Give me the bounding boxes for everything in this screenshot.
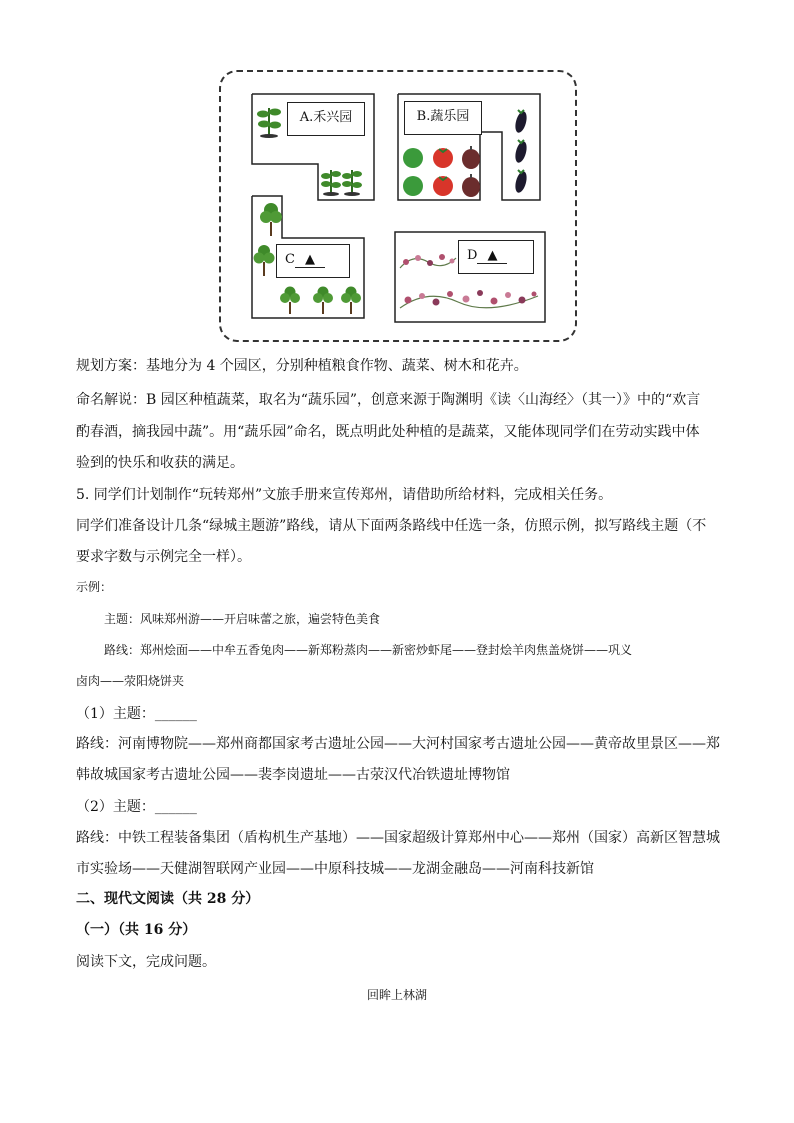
tree-icon: [252, 242, 276, 276]
tree-icon: [312, 284, 334, 314]
example-route-2: 卤肉——荥阳烧饼夹: [76, 674, 185, 688]
sprout-icon: [320, 164, 342, 196]
tree-icon: [340, 284, 362, 314]
plot-a-label: A.禾兴园: [287, 102, 365, 136]
q2-route-2: 市实验场——天健湖智联网产业园——中原科技城——龙湖金融岛——河南科技新馆: [76, 861, 594, 877]
example-theme: 主题：风味郑州游——开启味蕾之旅，遍尝特色美食: [104, 612, 381, 626]
plot-d-label: [458, 240, 534, 274]
example-route-1: 路线：郑州烩面——中牟五香兔肉——新郑粉蒸肉——新密炒虾尾——登封烩羊肉焦盖烧饼——巩义: [104, 643, 633, 657]
plot-d-marker: ▲: [477, 248, 507, 264]
q2-route-1: 路线：中铁工程装备集团（盾构机生产基地）——国家超级计算郑州中心——郑州（国家）高新区智慧城: [76, 830, 720, 846]
naming-line-3: 验到的快乐和收获的满足。: [76, 455, 244, 471]
subsection-heading: （一）（共 16 分）: [76, 922, 197, 938]
flowers-icon: [398, 248, 458, 272]
sprout-icon: [256, 100, 282, 138]
naming-line-1: 命名解说：B 园区种植蔬菜，取名为“蔬乐园”，创意来源于陶渊明《读〈山海经〉（其一）》中的“欢言: [76, 392, 701, 408]
tree-icon: [258, 200, 284, 236]
question-5: 5. 同学们计划制作“玩转郑州”文旅手册来宣传郑州，请借助所给材料，完成相关任务。: [76, 487, 613, 503]
article-title: 回眸上林湖: [366, 988, 427, 1002]
plot-c-label: [276, 244, 350, 278]
task-line-2: 要求字数与示例完全一样）。: [76, 549, 251, 565]
section-heading: 二、现代文阅读（共 28 分）: [76, 891, 260, 907]
task-line-1: 同学们准备设计几条“绿城主题游”路线，请从下面两条路线中任选一条，仿照示例，拟写路线主题（不: [76, 518, 707, 534]
example-label: 示例：: [76, 580, 113, 594]
plan-paragraph: 规划方案：基地分为 4 个园区，分别种植粮食作物、蔬菜、树木和花卉。: [76, 358, 528, 374]
q2-theme: （2）主题：______: [76, 799, 197, 815]
plot-d-prefix: D: [467, 248, 478, 263]
plot-c-prefix: C: [285, 252, 295, 267]
sprout-icon: [341, 164, 363, 196]
q1-route-2: 韩故城国家考古遗址公园——裴李岗遗址——古荥汉代冶铁遗址博物馆: [76, 767, 510, 783]
naming-line-2: 酌春酒，摘我园中蔬”。用“蔬乐园”命名，既点明此处种植的是蔬菜，又能体现同学们在劳动实践中体: [76, 424, 700, 440]
plot-b-label: B.蔬乐园: [404, 101, 482, 135]
q1-route-1: 路线：河南博物院——郑州商都国家考古遗址公园——大河村国家考古遗址公园——黄帝故里景区——郑: [76, 736, 720, 752]
q1-theme: （1）主题：______: [76, 706, 197, 722]
instruction: 阅读下文，完成问题。: [76, 954, 216, 970]
plot-c-marker: ▲: [295, 252, 325, 268]
tree-icon: [279, 284, 301, 314]
flowers-icon: [398, 284, 540, 314]
vegetables-icon: [401, 144, 491, 200]
eggplant-icon: [512, 106, 530, 196]
